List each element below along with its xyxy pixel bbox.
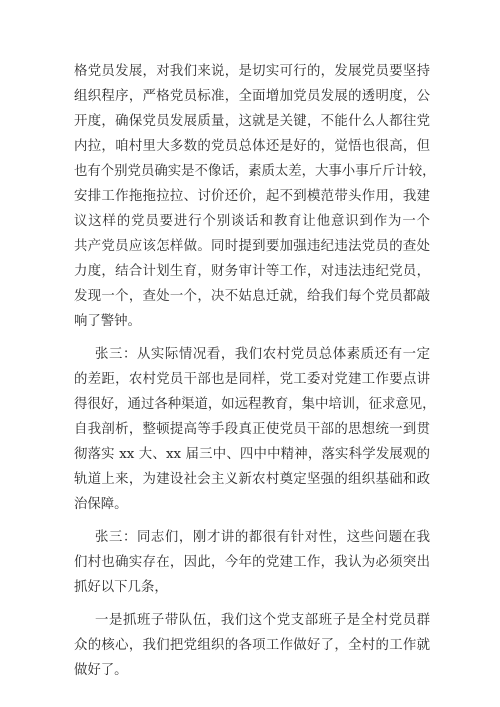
- text-line: 轨道上来，为建设社会主义新农村奠定坚强的组织基础和政: [74, 472, 430, 487]
- text-line: 发现一个，查处一个，决不姑息迁就，给我们每个党员都敲: [74, 289, 430, 304]
- text-line: 力度，结合计划生育，财务审计等工作，对违法违纪党员，: [74, 264, 430, 279]
- text-line: 众的核心，我们把党组织的各项工作做好了，全村的工作就: [74, 638, 430, 653]
- text-line: 共产党员应该怎样做。同时提到要加强违纪违法党员的查处: [74, 239, 430, 254]
- text-line: 们村也确实存在，因此，今年的党建工作，我认为必须突出: [74, 555, 430, 570]
- text-line: 得很好，通过各种渠道，如远程教育，集中培训，征求意见，: [74, 397, 436, 412]
- text-line: 格党员发展，对我们来说，是切实可行的，发展党员要坚持: [74, 64, 430, 79]
- text-line: 内拉，咱村里大多数的党员总体还是好的，觉悟也很高，但: [74, 139, 430, 154]
- paragraph-first-line: 张三：同志们，刚才讲的都很有针对性，这些问题在我: [95, 530, 430, 545]
- text-line: 也有个别党员确实是不像话，素质太差，大事小事斤斤计较，: [74, 164, 436, 179]
- text-line: 议这样的党员要进行个别谈话和教育让他意识到作为一个: [74, 214, 430, 229]
- text-line: 组织程序，严格党员标准，全面增加党员发展的透明度，公: [74, 89, 430, 104]
- text-line: 自我剖析，整顿提高等手段真正使党员干部的思想统一到贯: [74, 422, 430, 437]
- paragraph-first-line: 张三：从实际情况看，我们农村党员总体素质还有一定: [95, 347, 430, 362]
- text-line: 响了警钟。: [74, 314, 141, 329]
- text-line: 抓好以下几条，: [74, 580, 168, 595]
- text-line: 彻落实 xx 大、xx 届三中、四中中精神，落实科学发展观的: [74, 447, 430, 462]
- text-line: 的差距，农村党员干部也是同样，党工委对党建工作要点讲: [74, 372, 430, 387]
- text-line: 安排工作拖拖拉拉、讨价还价，起不到模范带头作用，我建: [74, 189, 430, 204]
- text-line: 治保障。: [74, 497, 128, 512]
- text-line: 做好了。: [74, 663, 128, 678]
- paragraph-first-line: 一是抓班子带队伍，我们这个党支部班子是全村党员群: [95, 613, 430, 628]
- text-line: 开度，确保党员发展质量，这就是关键，不能什么人都往党: [74, 114, 430, 129]
